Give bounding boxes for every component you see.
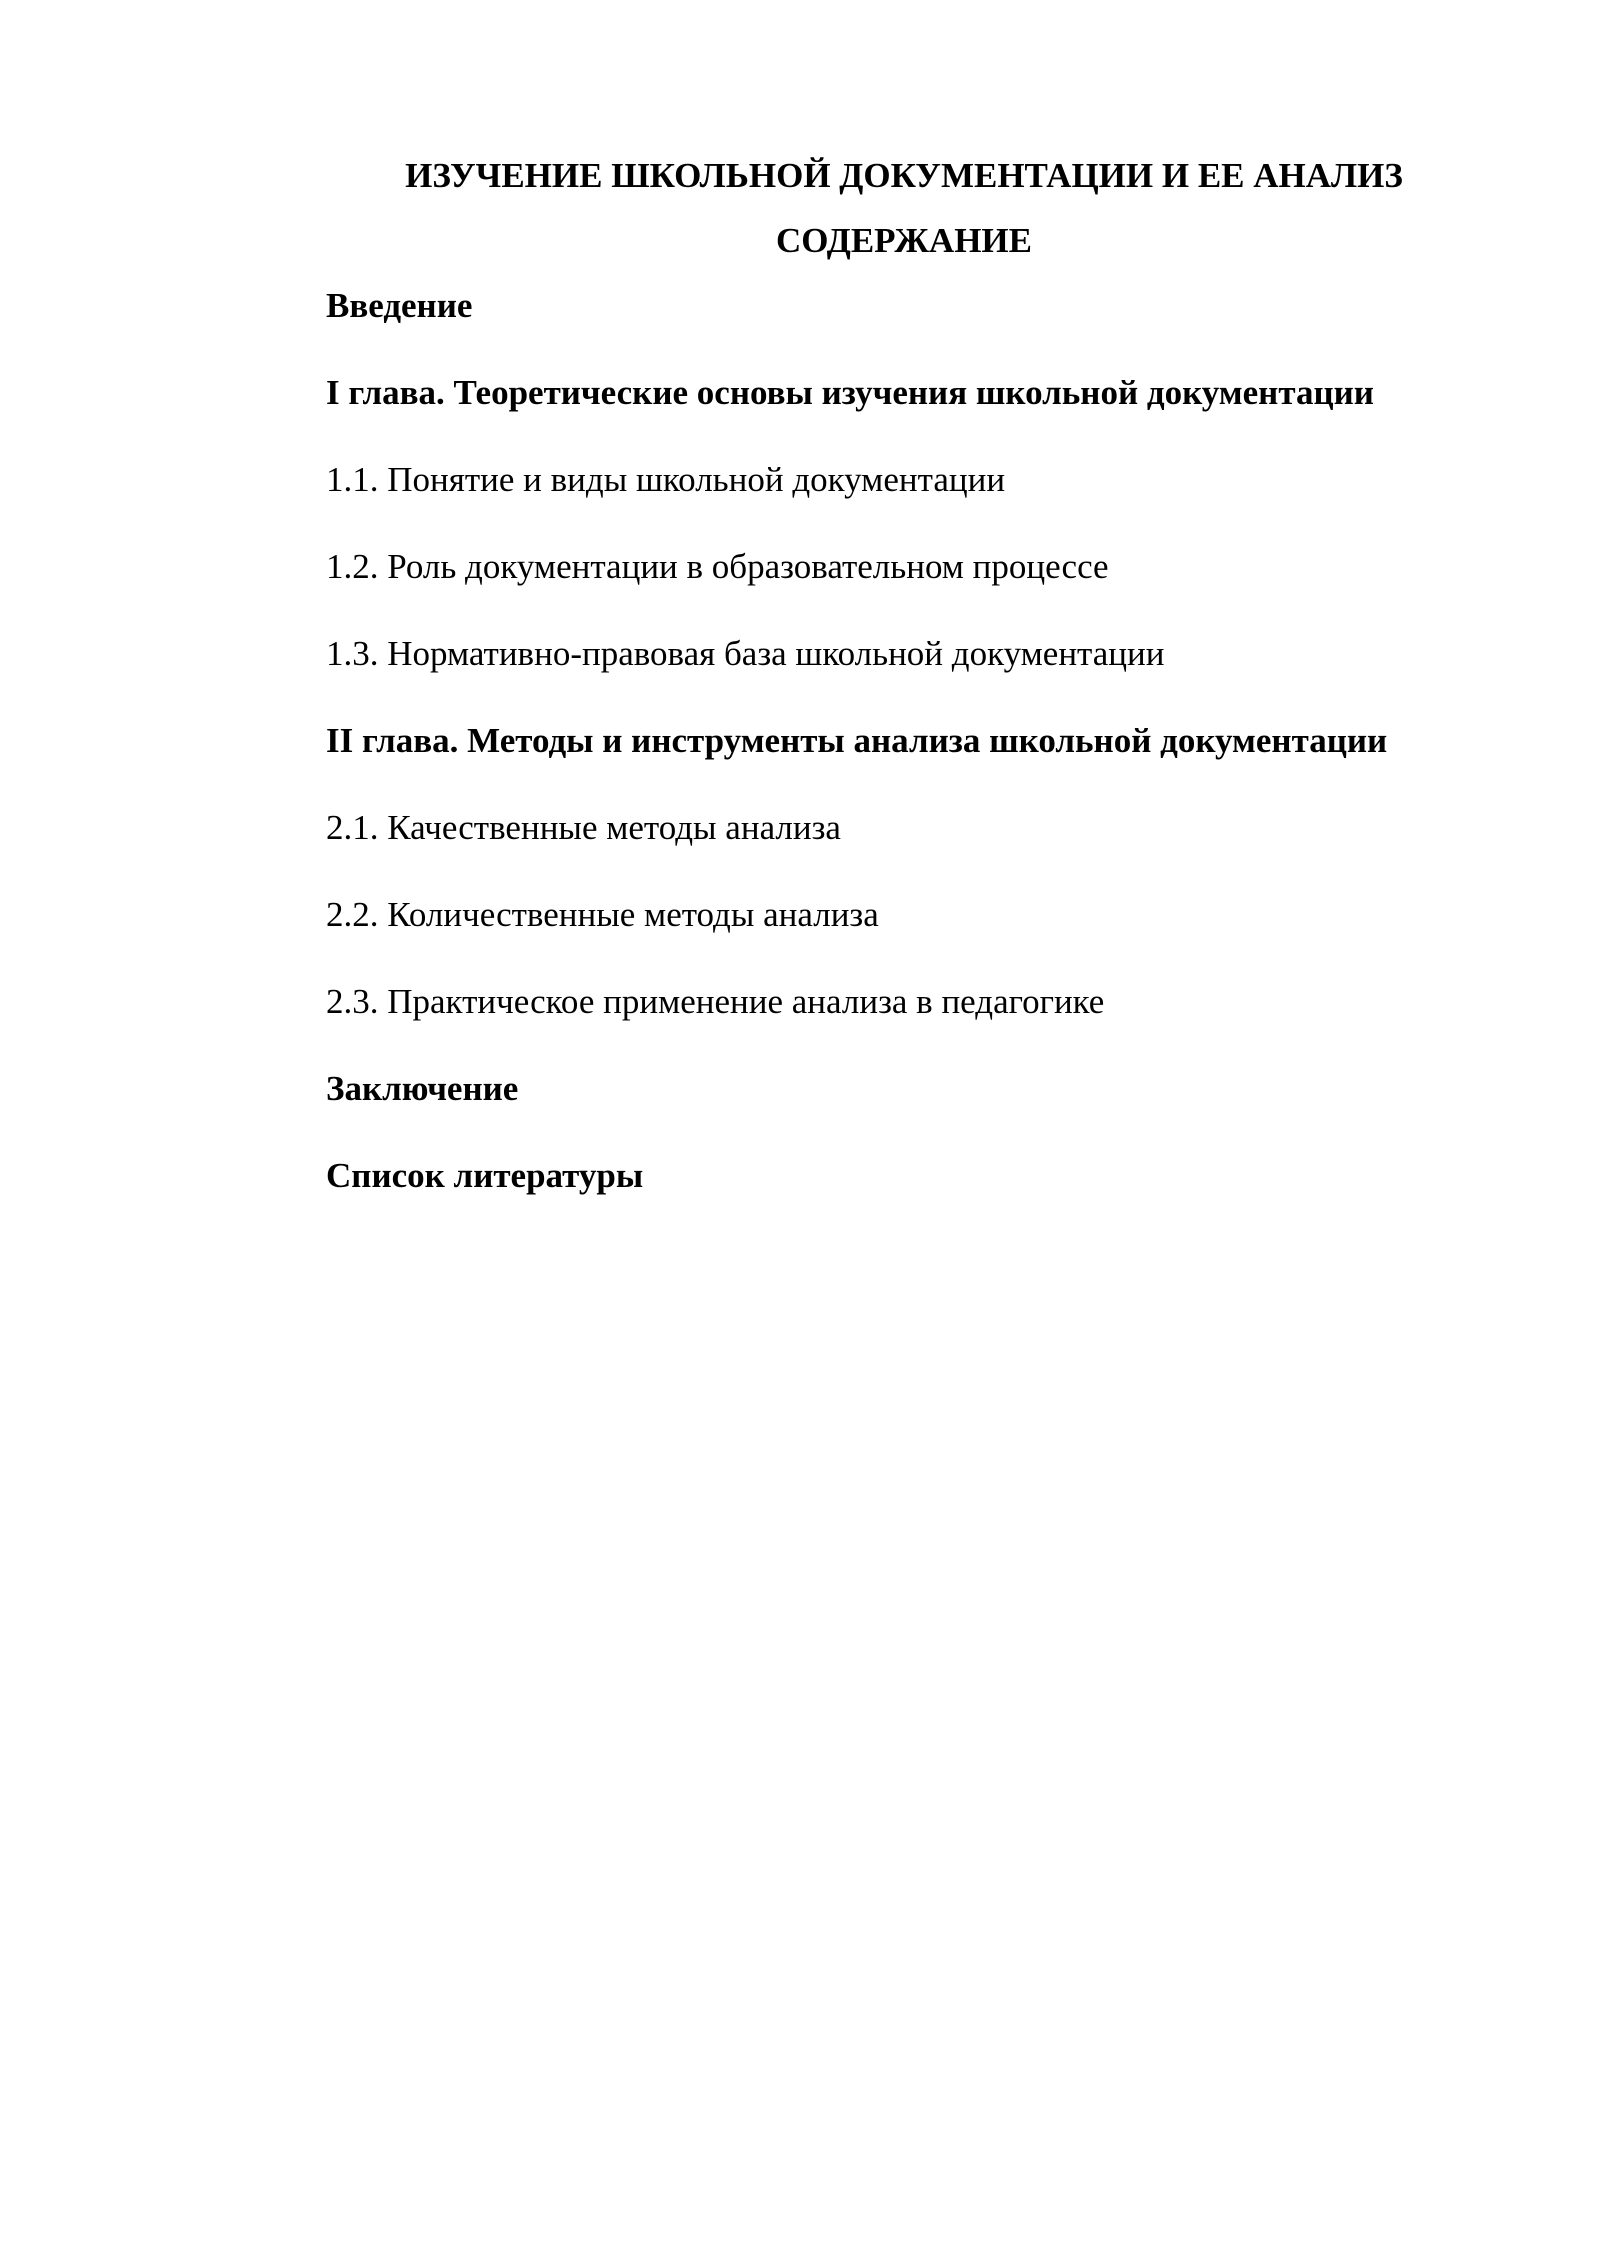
table-of-contents xyxy=(326,286,1526,1243)
document-title: ИЗУЧЕНИЕ ШКОЛЬНОЙ ДОКУМЕНТАЦИИ И ЕЕ АНАЛИЗ xyxy=(405,156,1403,195)
toc-entry-section-2-3: 2.3. Практическое применение анализа в педагогике xyxy=(326,982,1105,1021)
toc-entry-bibliography: Список литературы xyxy=(326,1156,644,1195)
toc-entry-introduction: Введение xyxy=(326,286,473,325)
toc-entry-chapter-1: I глава. Теоретические основы изучения школьной документации xyxy=(326,373,1374,412)
toc-entry-section-1-1: 1.1. Понятие и виды школьной документации xyxy=(326,460,1006,499)
toc-entry-chapter-2: II глава. Методы и инструменты анализа школьной документации xyxy=(326,721,1388,760)
toc-entry-section-1-3: 1.3. Нормативно-правовая база школьной документации xyxy=(326,634,1165,673)
toc-entry-section-1-2: 1.2. Роль документации в образовательном процессе xyxy=(326,547,1109,586)
toc-entry-section-2-2: 2.2. Количественные методы анализа xyxy=(326,895,879,934)
toc-entry-section-2-1: 2.1. Качественные методы анализа xyxy=(326,808,841,847)
toc-heading: СОДЕРЖАНИЕ xyxy=(775,221,1032,260)
toc-entry-conclusion: Заключение xyxy=(326,1069,519,1108)
